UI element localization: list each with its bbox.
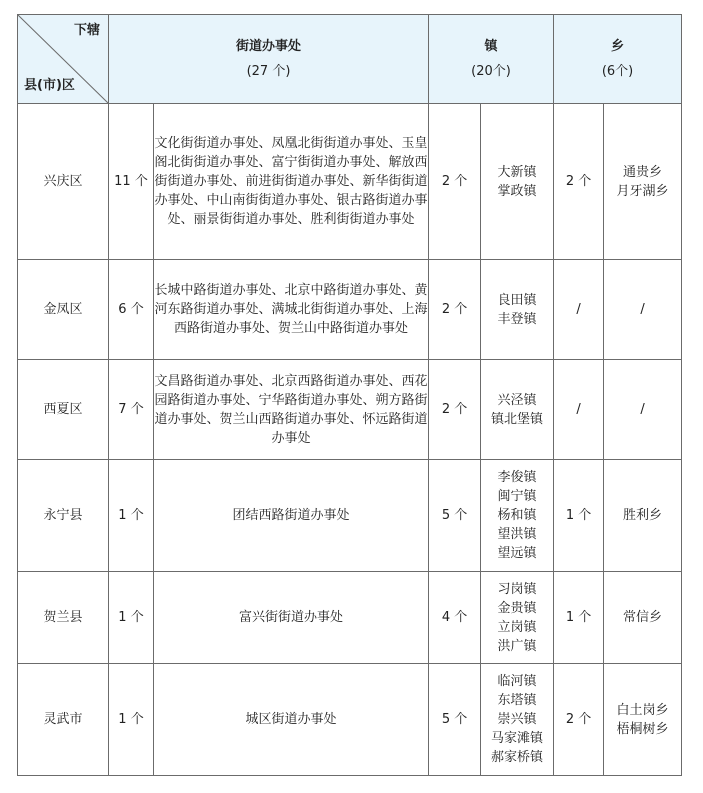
town-name: 望洪镇: [497, 527, 537, 542]
town-name: 杨和镇: [497, 508, 537, 523]
street-count: 1 个: [109, 460, 154, 572]
street-count: 11 个: [109, 104, 154, 260]
village-name: 白土岗乡: [616, 702, 669, 718]
streets-header: [109, 15, 429, 104]
street-list: 长城中路街道办事处、北京中路街道办事处、黄河东路街道办事处、满城北街街道办事处、上海西路街道办事处、贺兰山中路街道办事处: [154, 260, 429, 360]
villages-header-title: 乡: [611, 39, 625, 54]
town-list: [481, 664, 554, 776]
villages-header-total: (6个): [601, 64, 634, 79]
village-count: /: [554, 360, 604, 460]
town-list: [481, 260, 554, 360]
town-list: [481, 572, 554, 664]
district-name: 金凤区: [18, 260, 109, 360]
town-count: 5 个: [429, 460, 481, 572]
village-count: 1 个: [554, 460, 604, 572]
header-row: [18, 15, 682, 104]
street-count: 1 个: [109, 664, 154, 776]
village-name: 常信乡: [623, 610, 663, 625]
table-row: [18, 360, 682, 460]
village-name: 月牙湖乡: [616, 183, 669, 199]
villages-header: [554, 15, 682, 104]
street-count: 6 个: [109, 260, 154, 360]
corner-bottom-label: 县(市)区: [24, 78, 75, 93]
streets-header-title: 街道办事处: [236, 39, 302, 54]
town-name: 马家滩镇: [491, 731, 544, 746]
town-name: 立岗镇: [497, 619, 537, 635]
admin-division-table: [17, 14, 682, 776]
village-list: [604, 260, 682, 360]
town-name: 临河镇: [497, 674, 537, 689]
street-count: 7 个: [109, 360, 154, 460]
table-row: [18, 260, 682, 360]
town-name: 兴泾镇: [497, 392, 537, 408]
street-count: 1 个: [109, 572, 154, 664]
town-name: 望远镇: [497, 546, 537, 561]
towns-header: [429, 15, 554, 104]
town-count: 5 个: [429, 664, 481, 776]
town-name: 东塔镇: [497, 693, 537, 708]
village-name: 胜利乡: [623, 508, 663, 523]
town-name: 闽宁镇: [497, 489, 537, 504]
village-list: [604, 360, 682, 460]
towns-header-title: 镇: [484, 39, 498, 54]
village-count: /: [554, 260, 604, 360]
street-list: 文化街街道办事处、凤凰北街街道办事处、玉皇阁北街街道办事处、富宁街街道办事处、解放西街街道办事处、前进街街道办事处、新华街街道办事处、中山南街街道办事处、银古路街道办事处、丽景街街道办事处、胜利街街道办事处: [154, 104, 429, 260]
village-name: 通贵乡: [623, 164, 663, 180]
town-list: [481, 104, 554, 260]
towns-header-total: (20个): [471, 64, 511, 79]
table-row: [18, 664, 682, 776]
village-list: [604, 460, 682, 572]
table-row: [18, 572, 682, 664]
district-name: 灵武市: [18, 664, 109, 776]
town-name: 郝家桥镇: [491, 750, 544, 765]
district-name: 永宁县: [18, 460, 109, 572]
town-name: 大新镇: [497, 164, 537, 180]
street-list: 团结西路街道办事处: [154, 460, 429, 572]
village-name: 梧桐树乡: [616, 721, 669, 737]
town-name: 金贵镇: [497, 600, 537, 616]
street-list: 富兴街街道办事处: [154, 572, 429, 664]
street-list: 城区街道办事处: [154, 664, 429, 776]
town-count: 2 个: [429, 260, 481, 360]
town-name: 习岗镇: [497, 581, 537, 597]
village-count: 1 个: [554, 572, 604, 664]
town-list: [481, 360, 554, 460]
town-name: 崇兴镇: [497, 712, 537, 727]
town-name: 掌政镇: [497, 183, 537, 199]
town-name: 镇北堡镇: [491, 411, 544, 427]
town-count: 2 个: [429, 360, 481, 460]
town-count: 2 个: [429, 104, 481, 260]
village-name: /: [640, 302, 645, 317]
town-name: 李俊镇: [497, 470, 537, 485]
town-name: 良田镇: [497, 292, 537, 308]
town-list: [481, 460, 554, 572]
village-count: 2 个: [554, 104, 604, 260]
town-name: 洪广镇: [497, 638, 537, 654]
district-name: 西夏区: [18, 360, 109, 460]
corner-top-label: 下辖: [73, 23, 100, 38]
village-name: /: [640, 402, 645, 417]
village-list: [604, 664, 682, 776]
table-row: [18, 460, 682, 572]
street-list: 文昌路街道办事处、北京西路街道办事处、西花园路街道办事处、宁华路街道办事处、朔方路街道办事处、贺兰山西路街道办事处、怀远路街道办事处: [154, 360, 429, 460]
district-name: 贺兰县: [18, 572, 109, 664]
district-name: 兴庆区: [18, 104, 109, 260]
village-list: [604, 104, 682, 260]
town-count: 4 个: [429, 572, 481, 664]
village-list: [604, 572, 682, 664]
streets-header-total: (27 个): [246, 64, 291, 79]
village-count: 2 个: [554, 664, 604, 776]
corner-header-cell: [18, 15, 109, 104]
table-row: [18, 104, 682, 260]
town-name: 丰登镇: [497, 311, 537, 327]
